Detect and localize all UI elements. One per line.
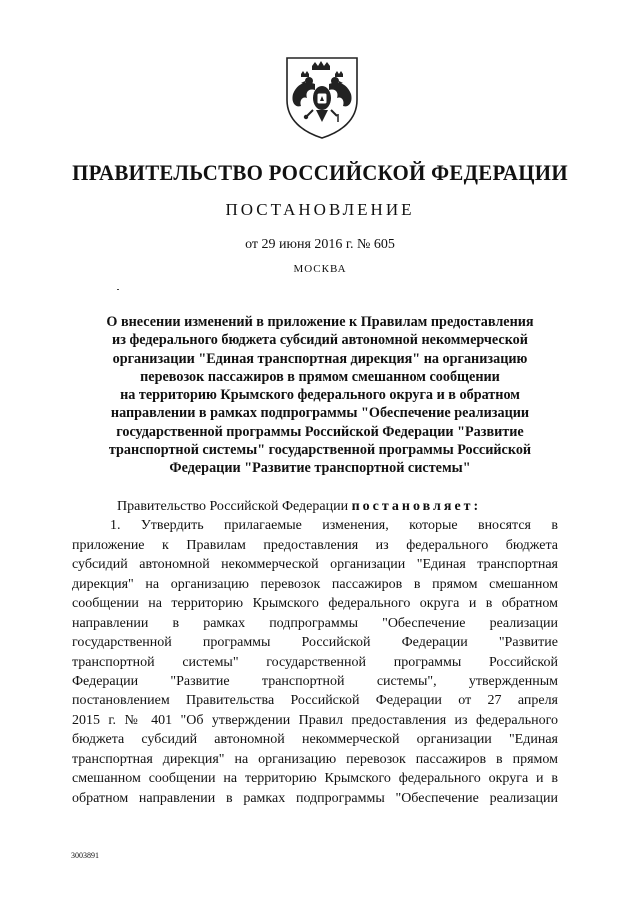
subject-line: перевозок пассажиров в прямом смешанном сообщении [140,368,500,385]
body-line: транспортная дирекция" на организацию перевозок пассажиров в прямом [72,751,558,767]
body-line: бюджета субсидий автономной некоммерческой организации "Единая [72,732,558,748]
body-line: 1. Утвердить прилагаемые изменения, которые вносятся в [110,518,558,534]
document-subject [70,313,570,478]
document-id-number: 3003891 [71,851,99,860]
body-line: постановлением Правительства Российской Федерации от 27 апреля [72,693,558,709]
resolution-lead: Правительство Российской Федерации [117,499,349,514]
body-line: 2015 г. № 401 "Об утверждении Правил предоставления из федерального [72,712,558,728]
document-type: ПОСТАНОВЛЕНИЕ [225,200,415,219]
body-line: смешанном сообщении на территорию Крымского федерального округа и в [72,771,558,787]
margin-mark [117,289,119,290]
resolution-line [72,497,558,516]
document-date-number: от 29 июня 2016 г. № 605 [245,237,395,252]
body-line: направлении в рамках подпрограммы "Обеспечение реализации [72,615,558,631]
subject-line: на территорию Крымского федерального округа и в обратном [120,387,520,404]
document-body [72,497,558,808]
body-line: дирекция" на организацию перевозок пассажиров в прямом смешанном [72,576,558,592]
resolution-verb: постановляет: [351,499,482,514]
government-title: ПРАВИТЕЛЬСТВО РОССИЙСКОЙ ФЕДЕРАЦИИ [72,160,568,185]
subject-line: из федерального бюджета субсидий автономной некоммерческой [112,332,528,349]
subject-line: направлении в рамках подпрограммы "Обеспечение реализации [110,405,530,422]
subject-line: государственной программы Российской Федерации "Развитие [116,423,524,440]
document-city: МОСКВА [293,263,347,275]
double-headed-eagle-icon [279,54,365,140]
body-line: субсидий автономной некоммерческой организации "Единая транспортная [72,557,558,573]
subject-line: транспортной системы" государственной программы Российской [108,442,532,459]
body-line: транспортной системы" государственной программы Российской [72,654,558,670]
body-line: сообщении на территорию Крымского федерального округа и в обратном [72,596,558,612]
body-line: государственной программы Российской Федерации "Развитие [72,635,558,651]
subject-line: организации "Единая транспортная дирекция" на организацию [112,350,528,367]
body-line: Федерации "Развитие транспортной системы", утвержденным [72,673,558,689]
subject-line: О внесении изменений в приложение к Правилам предоставления [106,314,534,330]
body-line: обратном направлении в рамках подпрограммы "Обеспечение реализации [72,790,558,806]
subject-line: Федерации "Развитие транспортной системы" [169,460,471,477]
body-line: приложение к Правилам предоставления из федерального бюджета [72,537,558,553]
